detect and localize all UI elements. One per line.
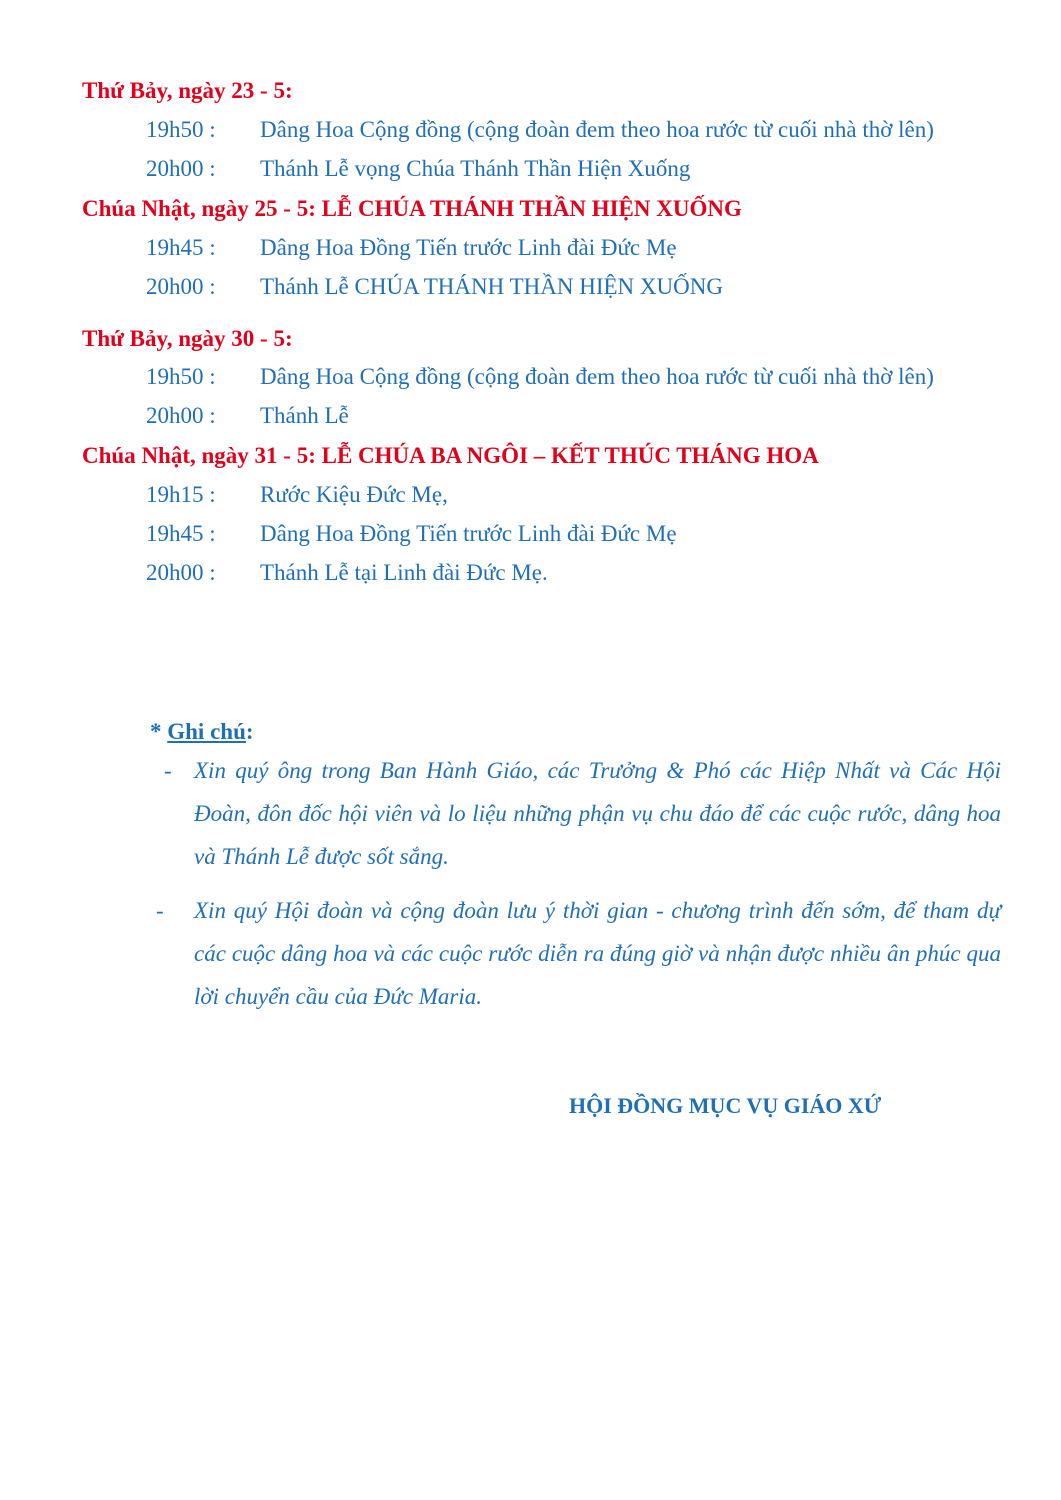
schedule-time: 20h00 : [146, 274, 216, 299]
schedule-item [146, 363, 934, 391]
notes-star: * [150, 719, 168, 744]
notes-title-text: Ghi chú [167, 719, 246, 744]
schedule-heading-sat-23: Thứ Bảy, ngày 23 - 5: [82, 78, 293, 103]
notes-title [150, 718, 254, 746]
schedule-text: Dâng Hoa Cộng đồng (cộng đoàn đem theo hoa rước từ cuối nhà thờ lên) [260, 364, 934, 389]
schedule-text: Dâng Hoa Cộng đồng (cộng đoàn đem theo hoa rước từ cuối nhà thờ lên) [260, 117, 934, 142]
note-dash: - [156, 898, 164, 923]
schedule-item [146, 402, 349, 430]
schedule-text: Thánh Lễ [260, 403, 349, 428]
schedule-item [146, 234, 677, 262]
notes-colon: : [245, 719, 254, 744]
schedule-item [146, 155, 690, 183]
schedule-time: 20h00 : [146, 156, 216, 181]
schedule-item [146, 273, 723, 301]
note-text: Xin quý ông trong Ban Hành Giáo, các Trưởng & Phó các Hiệp Nhất và Các Hội Đoàn, đôn đốc hội viên và lo liệu những phận vụ chu đáo để các cuộc rước, dâng hoa và Thánh Lễ được sốt sắng. [194, 758, 1001, 869]
schedule-time: 19h45 : [146, 521, 216, 546]
schedule-time: 19h50 : [146, 364, 216, 389]
schedule-heading-sat-30: Thứ Bảy, ngày 30 - 5: [82, 326, 293, 351]
schedule-time: 20h00 : [146, 403, 216, 428]
schedule-item [146, 116, 934, 144]
signature: HỘI ĐỒNG MỤC VỤ GIÁO XỨ [569, 1093, 882, 1118]
schedule-item [146, 520, 677, 548]
schedule-text: Thánh Lễ CHÚA THÁNH THẦN HIỆN XUỐNG [260, 274, 723, 299]
schedule-time: 19h50 : [146, 117, 216, 142]
note-item [156, 889, 1001, 1018]
schedule-text: Dâng Hoa Đồng Tiến trước Linh đài Đức Mẹ [260, 521, 677, 546]
schedule-heading-sun-25: Chúa Nhật, ngày 25 - 5: LỄ CHÚA THÁNH THẦN HIỆN XUỐNG [82, 196, 742, 221]
schedule-item [146, 559, 548, 587]
note-dash: - [164, 758, 172, 783]
schedule-time: 19h15 : [146, 482, 216, 507]
schedule-heading-sun-31: Chúa Nhật, ngày 31 - 5: LỄ CHÚA BA NGÔI – KẾT THÚC THÁNG HOA [82, 443, 819, 468]
schedule-time: 19h45 : [146, 235, 216, 260]
schedule-item [146, 481, 448, 509]
schedule-text: Dâng Hoa Đồng Tiến trước Linh đài Đức Mẹ [260, 235, 677, 260]
schedule-text: Thánh Lễ tại Linh đài Đức Mẹ. [260, 560, 548, 585]
note-item [156, 749, 1001, 878]
note-text: Xin quý Hội đoàn và cộng đoàn lưu ý thời gian - chương trình đến sớm, để tham dự các cuộc dâng hoa và các cuộc rước diễn ra đúng giờ và nhận được nhiều ân phúc qua lời chuyển cầu của Đức Maria. [194, 898, 1001, 1009]
schedule-text: Rước Kiệu Đức Mẹ, [260, 482, 448, 507]
schedule-text: Thánh Lễ vọng Chúa Thánh Thần Hiện Xuống [260, 156, 691, 181]
schedule-time: 20h00 : [146, 560, 216, 585]
